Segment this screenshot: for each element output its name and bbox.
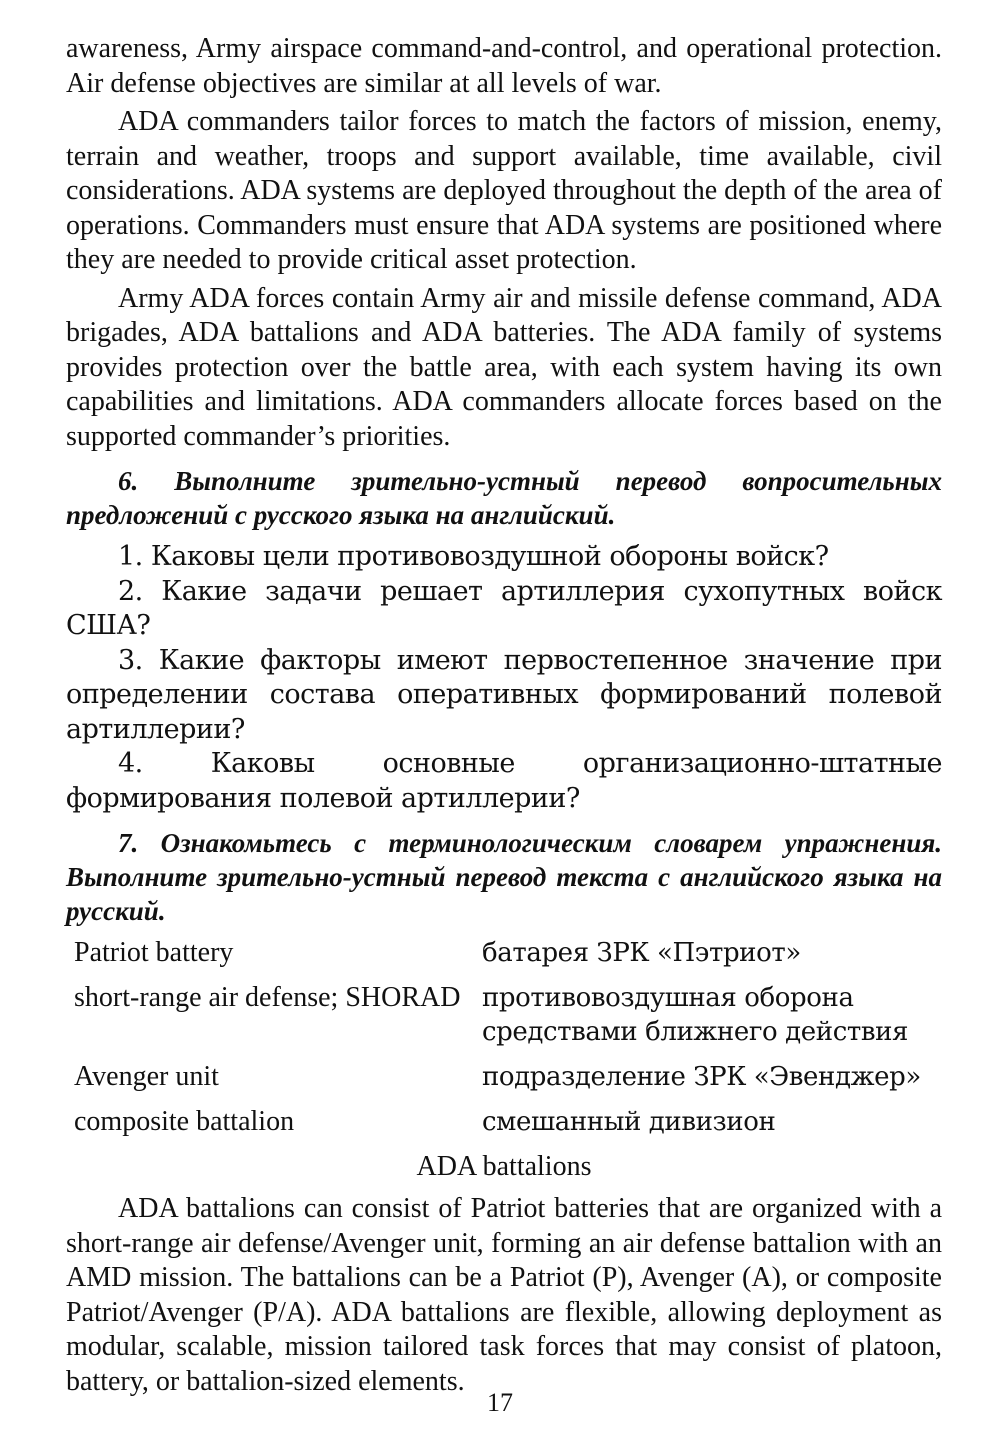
- glossary-term-ru: противовоздушная оборона средствами ближнего действия: [482, 983, 909, 1047]
- paragraph-continuation: awareness, Army airspace command-and-control, and operational protection. Air defense objectives are similar at all levels of war.: [66, 33, 942, 99]
- glossary-row: [66, 936, 942, 970]
- question-item: 2. Какие задачи решает артиллерия сухопутных войск США?: [66, 575, 942, 641]
- page-number: 17: [487, 1388, 513, 1417]
- glossary-term-en: composite battalion: [74, 1106, 295, 1137]
- glossary-term-en: short-range air defense; SHORAD: [74, 982, 461, 1013]
- glossary-row: [66, 1105, 942, 1139]
- paragraph-ada-commanders: ADA commanders tailor forces to match the factors of mission, enemy, terrain and weather, troops and support available, time available, civil considerations. ADA systems are deployed throughout the depth of the area of operations. Commanders must ensure that ADA systems are positioned where they are needed to provide critical asset protection.: [66, 106, 942, 275]
- section-heading: ADA battalions: [416, 1151, 592, 1182]
- task-7-title: 7. Ознакомьтесь с терминологическим словарем упражнения. Выполните зрительно-устный перевод текста с английского языка на русский.: [66, 828, 942, 926]
- glossary-term-en: Patriot battery: [74, 937, 234, 968]
- glossary-term-ru: батарея ЗРК «Пэтриот»: [482, 938, 801, 968]
- glossary-term-ru: смешанный дивизион: [482, 1107, 776, 1137]
- terminology-glossary: [66, 936, 942, 1139]
- paragraph-ada-battalions: ADA battalions can consist of Patriot batteries that are organized with a short-range air defense/Avenger unit, forming an air defense battalion with an AMD mission. The battalions can be a Patriot (P), Avenger (A), or composite Patriot/Avenger (P/A). ADA battalions are flexible, allowing deployment as modular, scalable, mission tailored task forces that may consist of platoon, battery, or battalion-sized elements.: [66, 1193, 942, 1397]
- task-6-title: 6. Выполните зрительно-устный перевод вопросительных предложений с русского языка на английский.: [66, 466, 942, 530]
- question-item: 1. Каковы цели противовоздушной обороны войск?: [118, 541, 829, 572]
- paragraph-army-ada-forces: Army ADA forces contain Army air and missile defense command, ADA brigades, ADA battalions and ADA batteries. The ADA family of systems provides protection over the battle area, with each system having its own capabilities and limitations. ADA commanders allocate forces based on the supported commander’s priorities.: [66, 282, 942, 452]
- question-item: 4. Каковы основные организационно-штатные формирования полевой артиллерии?: [66, 748, 942, 814]
- glossary-term-ru: подразделение ЗРК «Эвенджер»: [482, 1062, 921, 1092]
- page-content: [66, 32, 942, 1403]
- glossary-row: [66, 1060, 942, 1094]
- glossary-row: [66, 981, 942, 1049]
- glossary-term-en: Avenger unit: [74, 1061, 219, 1092]
- question-item: 3. Какие факторы имеют первостепенное значение при определении состава оперативных формирований полевой артиллерии?: [66, 644, 942, 745]
- task-6-question-list: [66, 540, 942, 816]
